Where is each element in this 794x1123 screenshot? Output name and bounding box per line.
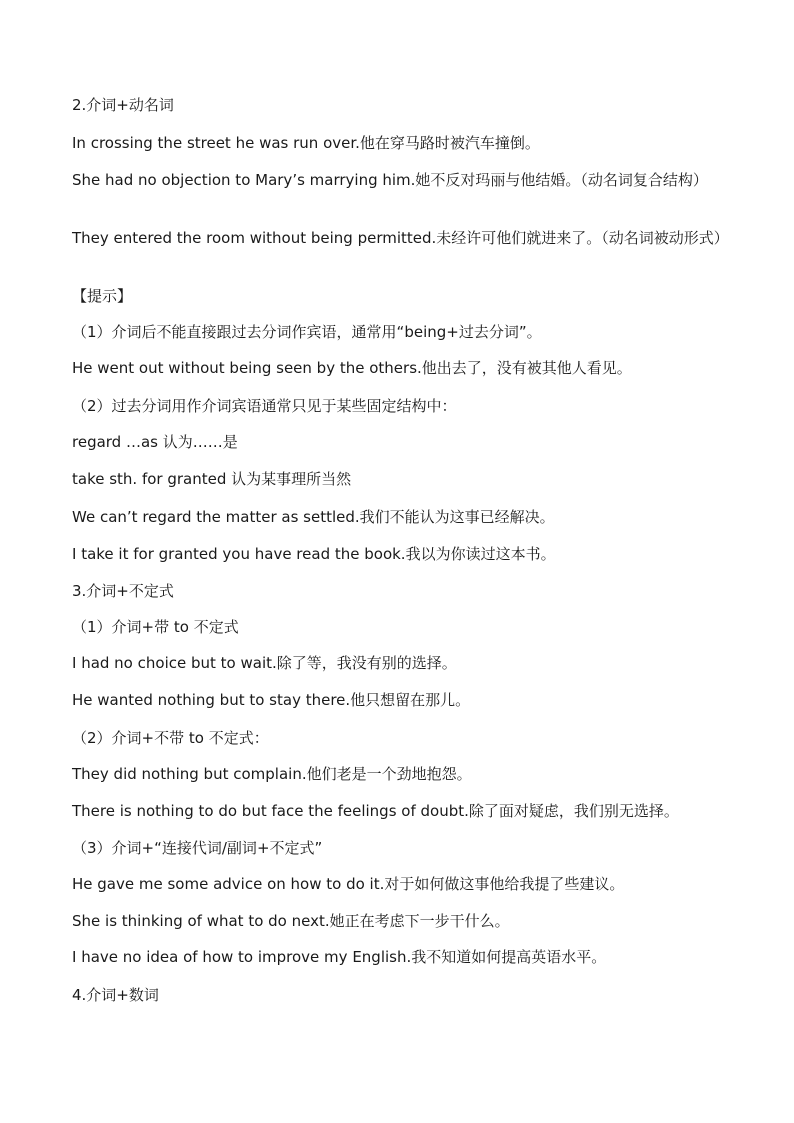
example-sentence: I had no choice but to wait.除了等，我没有别的选择。: [72, 654, 457, 672]
tip-heading: 【提示】: [72, 287, 133, 305]
subsection-heading: （3）介词+“连接代词/副词+不定式”: [72, 839, 323, 857]
section-heading-infinitive: 3.介词+不定式: [72, 582, 174, 600]
subsection-heading: （2）介词+不带 to 不定式：: [72, 729, 269, 747]
section-heading-numeral: 4.介词+数词: [72, 986, 159, 1004]
example-sentence: In crossing the street he was run over.他在穿马路时被汽车撞倒。: [72, 134, 540, 152]
subsection-heading: （1）介词+带 to 不定式: [72, 618, 239, 636]
section-heading-gerund: 2.介词+动名词: [72, 96, 174, 114]
example-sentence: He went out without being seen by the others.他出去了，没有被其他人看见。: [72, 359, 632, 377]
example-sentence: I have no idea of how to improve my English.我不知道如何提高英语水平。: [72, 948, 607, 966]
fixed-phrase: regard …as 认为……是: [72, 433, 238, 451]
tip-point: （1）介词后不能直接跟过去分词作宾语，通常用“being+过去分词”。: [72, 323, 542, 341]
example-sentence: He gave me some advice on how to do it.对于如何做这事他给我提了些建议。: [72, 875, 625, 893]
example-sentence: They entered the room without being permitted.未经许可他们就进来了。（动名词被动形式）: [72, 229, 729, 247]
example-sentence: We can’t regard the matter as settled.我们不能认为这事已经解决。: [72, 508, 555, 526]
example-sentence: He wanted nothing but to stay there.他只想留在那儿。: [72, 691, 471, 709]
example-sentence: I take it for granted you have read the book.我以为你读过这本书。: [72, 545, 556, 563]
example-sentence: She is thinking of what to do next.她正在考虑下一步干什么。: [72, 912, 510, 930]
fixed-phrase: take sth. for granted 认为某事理所当然: [72, 470, 352, 488]
example-sentence: She had no objection to Mary’s marrying him.她不反对玛丽与他结婚。（动名词复合结构）: [72, 171, 708, 189]
example-sentence: There is nothing to do but face the feelings of doubt.除了面对疑虑，我们别无选择。: [72, 802, 679, 820]
tip-point: （2）过去分词用作介词宾语通常只见于某些固定结构中：: [72, 397, 457, 415]
example-sentence: They did nothing but complain.他们老是一个劲地抱怨。: [72, 765, 472, 783]
